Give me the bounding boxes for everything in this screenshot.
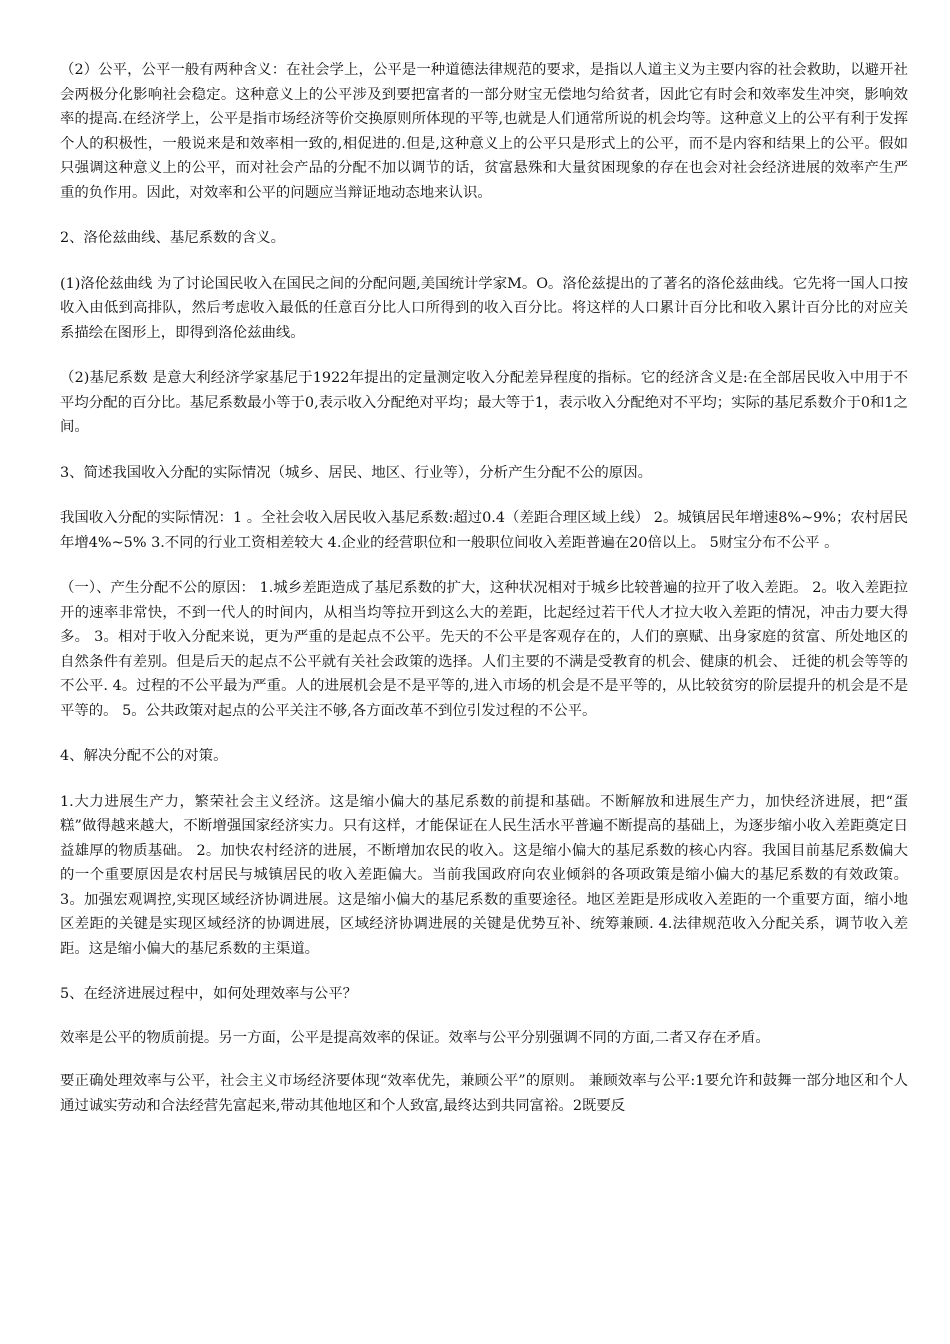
paragraph-income-situation: 我国收入分配的实际情况：1 。全社会收入居民收入基尼系数:超过0.4（差距合理区域上线） 2。城镇居民年增速8%~9%；农村居民年增4%~5% 3.不同的行业工资相差较大 4.企业的经营职位和一般职位间收入差距普遍在20倍以上。 5财宝分布不公平 。 <box>60 510 908 551</box>
paragraph-lorenz-curve: (1)洛伦兹曲线 为了讨论国民收入在国民之间的分配问题,美国统计学家M。O。洛伦兹提出的了著名的洛伦兹曲线。它先将一国人口按收入由低到高排队，然后考虑收入最低的任意百分比人口所得到的收入百分比。将这样的人口累计百分比和收入累计百分比的对应关系描绘在图形上，即得到洛伦兹曲线。 <box>60 275 908 341</box>
paragraph-principle: 要正确处理效率与公平，社会主义市场经济要体现“效率优先，兼顾公平”的原则。 兼顾效率与公平:1要允许和鼓舞一部分地区和个人通过诚实劳动和合法经营先富起来,带动其他地区和个人致富,最终达到共同富裕。2既要反 <box>60 1073 908 1114</box>
paragraph-unfairness-causes: （一）、产生分配不公的原因： 1.城乡差距造成了基尼系数的扩大，这种状况相对于城乡比较普遍的拉开了收入差距。 2。收入差距拉开的速率非常快，不到一代人的时间内，从相当均等拉开到这么大的差距，比起经过若干代人才拉大收入差距的情况，冲击力要大得多。 3。相对于收入分配来说，更为严重的是起点不公平。先天的不公平是客观存在的，人们的禀赋、出身家庭的贫富、所处地区的自然条件有差别。但是后天的起点不公平就有关社会政策的选择。人们主要的不满是受教育的机会、健康的机会、 迁徙的机会等等的不公平. 4。过程的不公平最为严重。人的进展机会是不是平等的,进入市场的机会是不是平等的，从比较贫穷的阶层提升的机会是不是平等的。 5。公共政策对起点的公平关注不够,各方面改革不到位引发过程的不公平。 <box>60 580 908 719</box>
paragraph-gini-coefficient: （2)基尼系数 是意大利经济学家基尼于1922年提出的定量测定收入分配差异程度的指标。它的经济含义是:在全部居民收入中用于不平均分配的百分比。基尼系数最小等于0,表示收入分配绝对平均；最大等于1，表示收入分配绝对不平均；实际的基尼系数介于0和1之间。 <box>60 370 908 435</box>
heading-income-distribution: 3、简述我国收入分配的实际情况（城乡、居民、地区、行业等），分析产生分配不公的原因。 <box>60 464 652 481</box>
paragraph-efficiency-premise: 效率是公平的物质前提。另一方面，公平是提高效率的保证。效率与公平分别强调不同的方面,二者又存在矛盾。 <box>60 1029 770 1046</box>
paragraph-fairness-definition: （2）公平，公平一般有两种含义：在社会学上，公平是一种道德法律规范的要求，是指以人道主义为主要内容的社会救助，以避开社会两极分化影响社会稳定。这种意义上的公平涉及到要把富者的一部分财宝无偿地匀给贫者，因此它有时会和效率发生冲突，影响效率的提高.在经济学上，公平是指市场经济等价交换原则所体现的平等,也就是人们通常所说的机会均等。这种意义上的公平有利于发挥个人的积极性，一般说来是和效率相一致的,相促进的.但是,这种意义上的公平只是形式上的公平，而不是内容和结果上的公平。假如只强调这种意义上的公平，而对社会产品的分配不加以调节的话，贫富悬殊和大量贫困现象的存在也会对社会经济进展的效率产生严重的负作用。因此，对效率和公平的问题应当辩证地动态地来认识。 <box>60 62 908 201</box>
heading-efficiency-fairness: 5、在经济进展过程中，如何处理效率与公平？ <box>60 986 357 1002</box>
heading-countermeasures: 4、解决分配不公的对策。 <box>60 748 228 764</box>
heading-lorenz-gini: 2、洛伦兹曲线、基尼系数的含义。 <box>60 230 286 246</box>
document-page <box>60 58 908 1139</box>
paragraph-countermeasures: 1.大力进展生产力，繁荣社会主义经济。这是缩小偏大的基尼系数的前提和基础。不断解放和进展生产力，加快经济进展，把“蛋糕”做得越来越大，不断增强国家经济实力。只有这样，才能保证在人民生活水平普遍不断提高的基础上，为逐步缩小收入差距奠定日益雄厚的物质基础。 2。加快农村经济的进展，不断增加农民的收入。这是缩小偏大的基尼系数的核心内容。我国目前基尼系数偏大的一个重要原因是农村居民与城镇居民的收入差距偏大。当前我国政府向农业倾斜的各项政策是缩小偏大的基尼系数的有效政策。 3。加强宏观调控,实现区域经济协调进展。这是缩小偏大的基尼系数的重要途径。地区差距是形成收入差距的一个重要方面，缩小地区差距的关键是实现区域经济的协调进展，区域经济协调进展的关键是优势互补、统筹兼顾. 4.法律规范收入分配关系，调节收入差距。这是缩小偏大的基尼系数的主渠道。 <box>60 793 908 957</box>
